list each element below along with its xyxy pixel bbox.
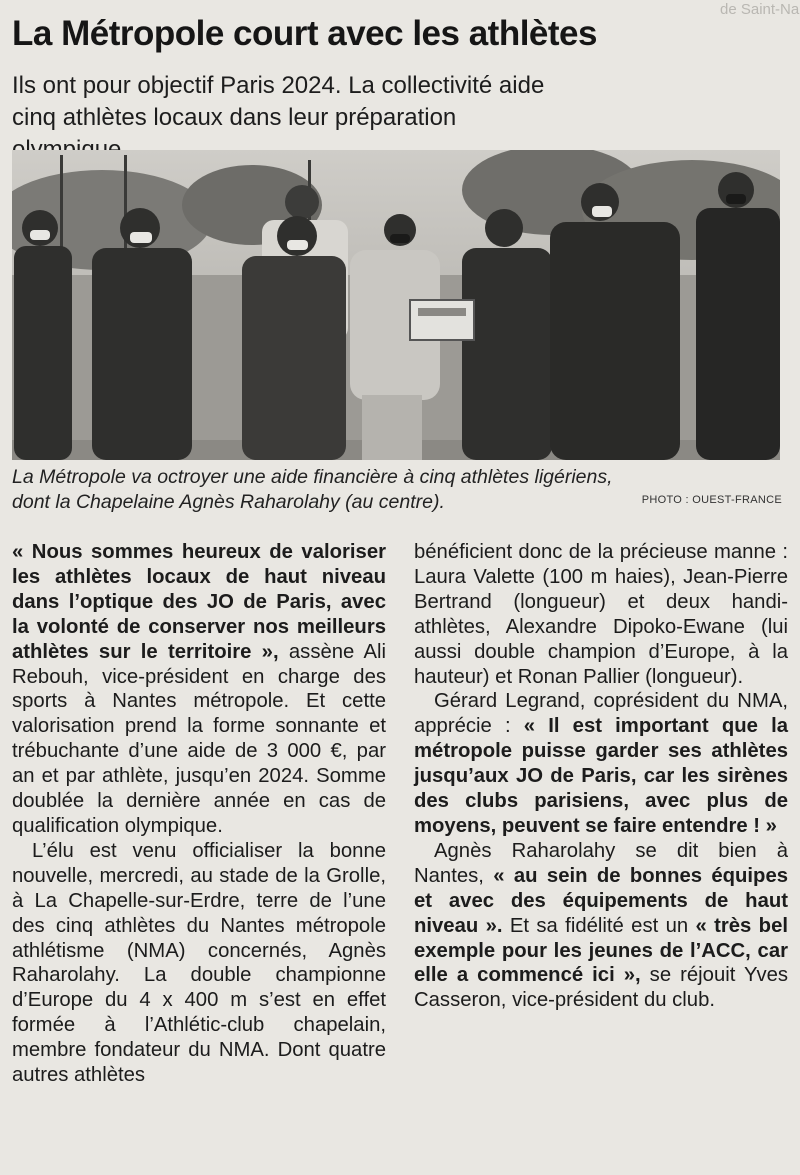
group-photo-illustration	[12, 150, 780, 460]
paragraph-text: Gérard Legrand, coprésident du NMA, apprécie :	[414, 690, 788, 738]
left-column	[12, 540, 386, 1088]
headline: La Métropole court avec les athlètes	[12, 14, 597, 53]
paragraph	[414, 839, 788, 1013]
quote: « au sein de bonnes équipes et avec des équipements de haut niveau ».	[414, 864, 789, 937]
paragraph-text: se réjouit Yves Casseron, vice-président du club.	[414, 964, 789, 1012]
paragraph-text: Et sa fidélité est un	[502, 914, 696, 937]
right-column	[414, 540, 788, 1013]
adjacent-article-fragment: de Saint-Na	[720, 1, 800, 18]
paragraph: bénéficient donc de la précieuse manne : Laura Valette (100 m haies), Jean-Pierre Bertrand (longueur) et deux handi-athlètes, Alexandre Dipoko-Ewane (lui aussi double champion d’Europe, à la hauteur) et Ronan Pallier (longueur).	[414, 541, 788, 688]
paragraph	[414, 689, 788, 838]
quote: « Nous sommes heureux de valoriser les athlètes locaux de haut niveau dans l’optique des JO de Paris, avec la volonté de conserver nos meilleurs athlètes sur le territoire »,	[12, 541, 386, 663]
photo-credit: PHOTO : OUEST-FRANCE	[641, 494, 782, 506]
paragraph: L’élu est venu officialiser la bonne nouvelle, mercredi, au stade de la Grolle, à La Chapelle-sur-Erdre, terre de l’une des cinq athlètes du Nantes métropole athlétisme (NMA) concernés, Agnès Raharolahy. La double championne d’Europe du 4 x 400 m s’est en effet formée à l’Athlétic-club chapelain, membre fondateur du NMA. Dont quatre autres athlètes	[12, 839, 386, 1087]
paragraph-text: Agnès Raharolahy se dit bien à Nantes,	[414, 839, 788, 887]
quote: « très bel exemple pour les jeunes de l’ACC, car elle a commencé ici »,	[414, 914, 788, 987]
standfirst: Ils ont pour objectif Paris 2024. La collectivité aide cinq athlètes locaux dans leur préparation	[12, 72, 545, 131]
paragraph-text: assène Ali Rebouh, vice-président en charge des sports à Nantes métropole. Et cette valorisation prend la forme sonnante et trébuchante d’une aide de 3 000 €, par an et par athlète, jusqu’en 2024. Somme doublée la dernière année en cas de qualification olympique.	[12, 640, 387, 837]
photo-caption: La Métropole va octroyer une aide financière à cinq athlètes ligériens, dont la Chapelaine Agnès Raharolahy (au centre).	[12, 466, 613, 513]
paragraph	[12, 540, 386, 839]
article-photo	[12, 150, 780, 460]
quote: « Il est important que la métropole puisse garder ses athlètes jusqu’aux JO de Paris, car les sirènes des clubs parisiens, avec plus de moyens, peuvent se faire entendre ! »	[414, 715, 788, 837]
